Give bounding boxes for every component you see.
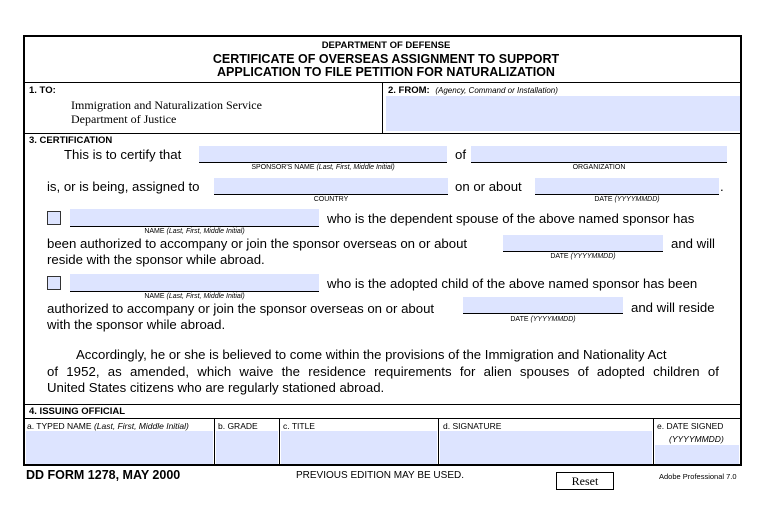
child-line3: with the sponsor while abroad. <box>47 317 226 332</box>
spouse-text: who is the dependent spouse of the above named sponsor has <box>327 211 695 226</box>
typed-name-field[interactable] <box>26 431 213 464</box>
grade-field[interactable] <box>216 431 278 464</box>
section2-label-wrap <box>388 85 558 96</box>
title-field[interactable] <box>281 431 437 464</box>
spouse-date-caption: DATE (YYYYMMDD) <box>550 253 616 260</box>
divider-section3 <box>24 133 741 134</box>
col-d-label: d. SIGNATURE <box>443 421 502 431</box>
assign-date-field[interactable] <box>535 178 719 195</box>
accordingly-line2: of 1952, as amended, which waive the residence requirements for alien spouses of adopted children of <box>47 364 719 379</box>
certify-text: This is to certify that <box>64 147 182 162</box>
child-date-caption: DATE (YYYYMMDD) <box>510 316 576 323</box>
col-c-label: c. TITLE <box>283 421 315 431</box>
accordingly-line1: Accordingly, he or she is believed to come within the provisions of the Immigration and Nationality Act <box>76 347 667 362</box>
from-field[interactable] <box>386 96 740 131</box>
assign-date-caption: DATE (YYYYMMDD) <box>594 196 660 203</box>
signature-field[interactable] <box>440 431 652 464</box>
software-note: Adobe Professional 7.0 <box>659 472 737 481</box>
on-or-about-text: on or about <box>455 179 522 194</box>
sponsor-name-caption: SPONSOR'S NAME (Last, First, Middle Initial) <box>251 164 395 171</box>
col-a-label: a. TYPED NAME (Last, First, Middle Initial) <box>27 421 189 431</box>
spouse-line2: been authorized to accompany or join the sponsor overseas on or about <box>47 236 468 251</box>
spouse-checkbox[interactable] <box>47 211 61 225</box>
child-text: who is the adopted child of the above named sponsor has been <box>327 276 698 291</box>
spouse-and-will: and will <box>671 236 715 251</box>
section4-label: 4. ISSUING OFFICIAL <box>29 406 126 417</box>
section2-label: 2. FROM: <box>388 85 430 96</box>
col-e-label: e. DATE SIGNED <box>657 421 724 431</box>
divider-section4-cols <box>24 418 741 419</box>
period: . <box>720 179 724 194</box>
child-name-field[interactable] <box>70 274 319 292</box>
organization-field[interactable] <box>471 146 727 163</box>
col-b-label: b. GRADE <box>218 421 258 431</box>
form-title-line1: CERTIFICATE OF OVERSEAS ASSIGNMENT TO SUPPORT <box>212 52 560 66</box>
country-caption: COUNTRY <box>313 196 349 203</box>
of-text: of <box>455 147 466 162</box>
organization-caption: ORGANIZATION <box>572 164 626 171</box>
section2-hint: (Agency, Command or Installation) <box>435 86 558 95</box>
assigned-text: is, or is being, assigned to <box>47 179 200 194</box>
divider-to-from <box>382 82 383 133</box>
child-and-will: and will reside <box>631 300 715 315</box>
section1-label: 1. TO: <box>29 85 56 96</box>
form-title-line2: APPLICATION TO FILE PETITION FOR NATURALIZATION <box>217 65 555 79</box>
col-divider-3 <box>438 418 439 465</box>
section3-label: 3. CERTIFICATION <box>29 135 113 146</box>
spouse-line3: reside with the sponsor while abroad. <box>47 252 265 267</box>
accordingly-line3: United States citizens who are regularly stationed abroad. <box>47 380 385 395</box>
previous-edition-note: PREVIOUS EDITION MAY BE USED. <box>296 470 464 481</box>
col-divider-4 <box>653 418 654 465</box>
to-line2: Department of Justice <box>71 112 177 126</box>
spouse-name-caption: NAME (Last, First, Middle Initial) <box>144 228 245 235</box>
child-checkbox[interactable] <box>47 276 61 290</box>
date-signed-field[interactable] <box>655 445 739 464</box>
country-field[interactable] <box>214 178 448 195</box>
col-e-hint: (YYYYMMDD) <box>669 434 724 444</box>
spouse-name-field[interactable] <box>70 209 319 227</box>
col-divider-2 <box>279 418 280 465</box>
spouse-date-field[interactable] <box>503 235 663 252</box>
to-line1: Immigration and Naturalization Service <box>71 98 262 112</box>
divider-section4 <box>24 404 741 405</box>
reset-button[interactable]: Reset <box>556 472 614 490</box>
child-name-caption: NAME (Last, First, Middle Initial) <box>144 293 245 300</box>
department-heading: DEPARTMENT OF DEFENSE <box>321 40 451 51</box>
sponsor-name-field[interactable] <box>199 146 447 163</box>
form-id: DD FORM 1278, MAY 2000 <box>26 468 181 482</box>
child-line2: authorized to accompany or join the sponsor overseas on or about <box>47 301 435 316</box>
child-date-field[interactable] <box>463 297 623 314</box>
col-divider-1 <box>214 418 215 465</box>
